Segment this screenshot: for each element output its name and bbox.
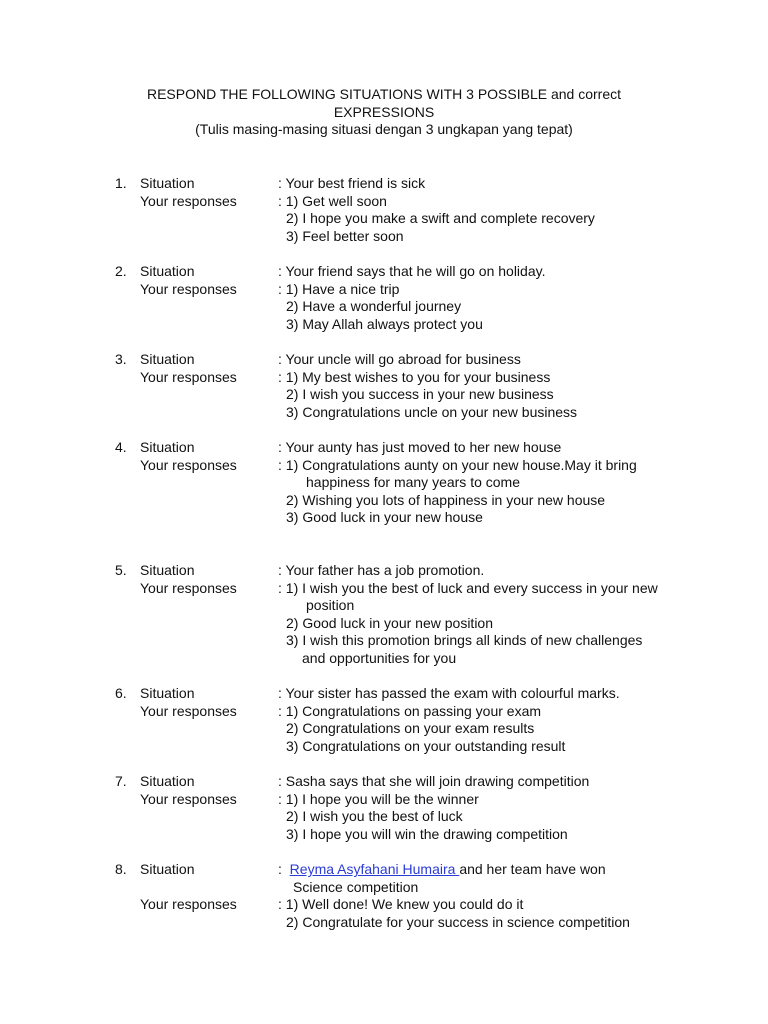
responses-label: Your responses — [140, 702, 237, 719]
response-1: : 1) Congratulations aunty on your new house.May it bring — [278, 456, 637, 473]
response-2: 2) Congratulate for your success in science competition — [286, 913, 630, 930]
situation-label: Situation — [140, 350, 195, 367]
situation-item-5 — [0, 562, 768, 668]
response-1-continued: happiness for many years to come — [306, 474, 520, 491]
response-3-continued: and opportunities for you — [302, 650, 457, 667]
subtitle: (Tulis masing-masing situasi dengan 3 ungkapan yang tepat) — [195, 121, 573, 138]
item-number: 1. — [115, 175, 127, 191]
situation-item-4 — [0, 439, 768, 527]
response-2: 2) Good luck in your new position — [286, 614, 493, 631]
situation-text: : Your friend says that he will go on holiday. — [278, 262, 546, 279]
responses-label: Your responses — [140, 579, 237, 596]
response-3: 3) May Allah always protect you — [286, 315, 483, 332]
situation-label: Situation — [140, 685, 195, 702]
responses-label: Your responses — [140, 280, 237, 297]
response-3: 3) Congratulations uncle on your new business — [286, 403, 578, 420]
response-1: : 1) I wish you the best of luck and every success in your new — [278, 579, 658, 596]
situation-item-2 — [0, 263, 768, 333]
response-1: : 1) I hope you will be the winner — [278, 790, 479, 807]
situation-label: Situation — [140, 175, 195, 191]
response-1: : 1) Congratulations on passing your exam — [278, 702, 542, 719]
situation-text: : Your best friend is sick — [278, 175, 426, 191]
responses-label: Your responses — [140, 456, 237, 473]
response-2: 2) I wish you success in your new business — [286, 386, 554, 403]
response-2: 2) Wishing you lots of happiness in your new house — [286, 491, 606, 508]
title-line-2: EXPRESSIONS — [333, 103, 435, 120]
situation-text: : Your father has a job promotion. — [278, 562, 485, 579]
item-number: 7. — [115, 773, 127, 790]
responses-label: Your responses — [140, 896, 237, 913]
responses-label: Your responses — [140, 192, 237, 209]
situations-list — [0, 175, 768, 932]
situation-item-3 — [0, 351, 768, 421]
response-1-continued: position — [306, 597, 355, 614]
responses-label: Your responses — [140, 368, 237, 385]
situation-rest: and her team have won — [459, 861, 606, 878]
response-3: 3) I wish this promotion brings all kinds of new challenges — [286, 632, 643, 649]
situation-item-1 — [0, 175, 768, 245]
responses-label: Your responses — [140, 790, 237, 807]
response-3: 3) Feel better soon — [286, 227, 404, 244]
document-header — [0, 86, 768, 139]
item-number: 6. — [115, 685, 127, 702]
item-number: 8. — [115, 861, 127, 878]
item-number: 2. — [115, 262, 127, 279]
response-3: 3) Good luck in your new house — [286, 509, 483, 526]
item-number: 5. — [115, 562, 127, 579]
response-2: 2) Have a wonderful journey — [286, 298, 462, 315]
situation-label: Situation — [140, 773, 195, 790]
person-name-link[interactable]: Reyma Asyfahani Humaira — [289, 861, 460, 878]
situation-label: Situation — [140, 861, 195, 878]
response-1: : 1) Well done! We knew you could do it — [278, 896, 524, 913]
situation-label: Situation — [140, 562, 195, 579]
item-number: 3. — [115, 350, 127, 367]
response-2: 2) I wish you the best of luck — [286, 808, 463, 825]
situation-text: : Your aunty has just moved to her new house — [278, 438, 562, 455]
situation-item-6 — [0, 685, 768, 755]
response-1: : 1) My best wishes to you for your business — [278, 368, 551, 385]
situation-label: Situation — [140, 262, 195, 279]
response-3: 3) Congratulations on your outstanding result — [286, 738, 566, 754]
situation-text: : Your sister has passed the exam with colourful marks. — [278, 685, 620, 702]
situation-item-8 — [0, 861, 768, 931]
situation-item-7 — [0, 773, 768, 843]
response-2: 2) I hope you make a swift and complete recovery — [286, 210, 595, 227]
title-line-1: RESPOND THE FOLLOWING SITUATIONS WITH 3 POSSIBLE and correct — [146, 86, 622, 102]
response-1: : 1) Have a nice trip — [278, 280, 400, 297]
situation-text: : Sasha says that she will join drawing competition — [278, 773, 590, 790]
situation-prefix: : — [278, 861, 290, 878]
situation-label: Situation — [140, 438, 195, 455]
situation-text: : Your uncle will go abroad for business — [278, 350, 521, 367]
situation-text — [278, 861, 606, 879]
response-3: 3) I hope you will win the drawing competition — [286, 825, 568, 842]
situation-text-continued: Science competition — [293, 878, 419, 895]
response-2: 2) Congratulations on your exam results — [286, 720, 535, 737]
response-1: : 1) Get well soon — [278, 192, 387, 209]
item-number: 4. — [115, 438, 127, 455]
